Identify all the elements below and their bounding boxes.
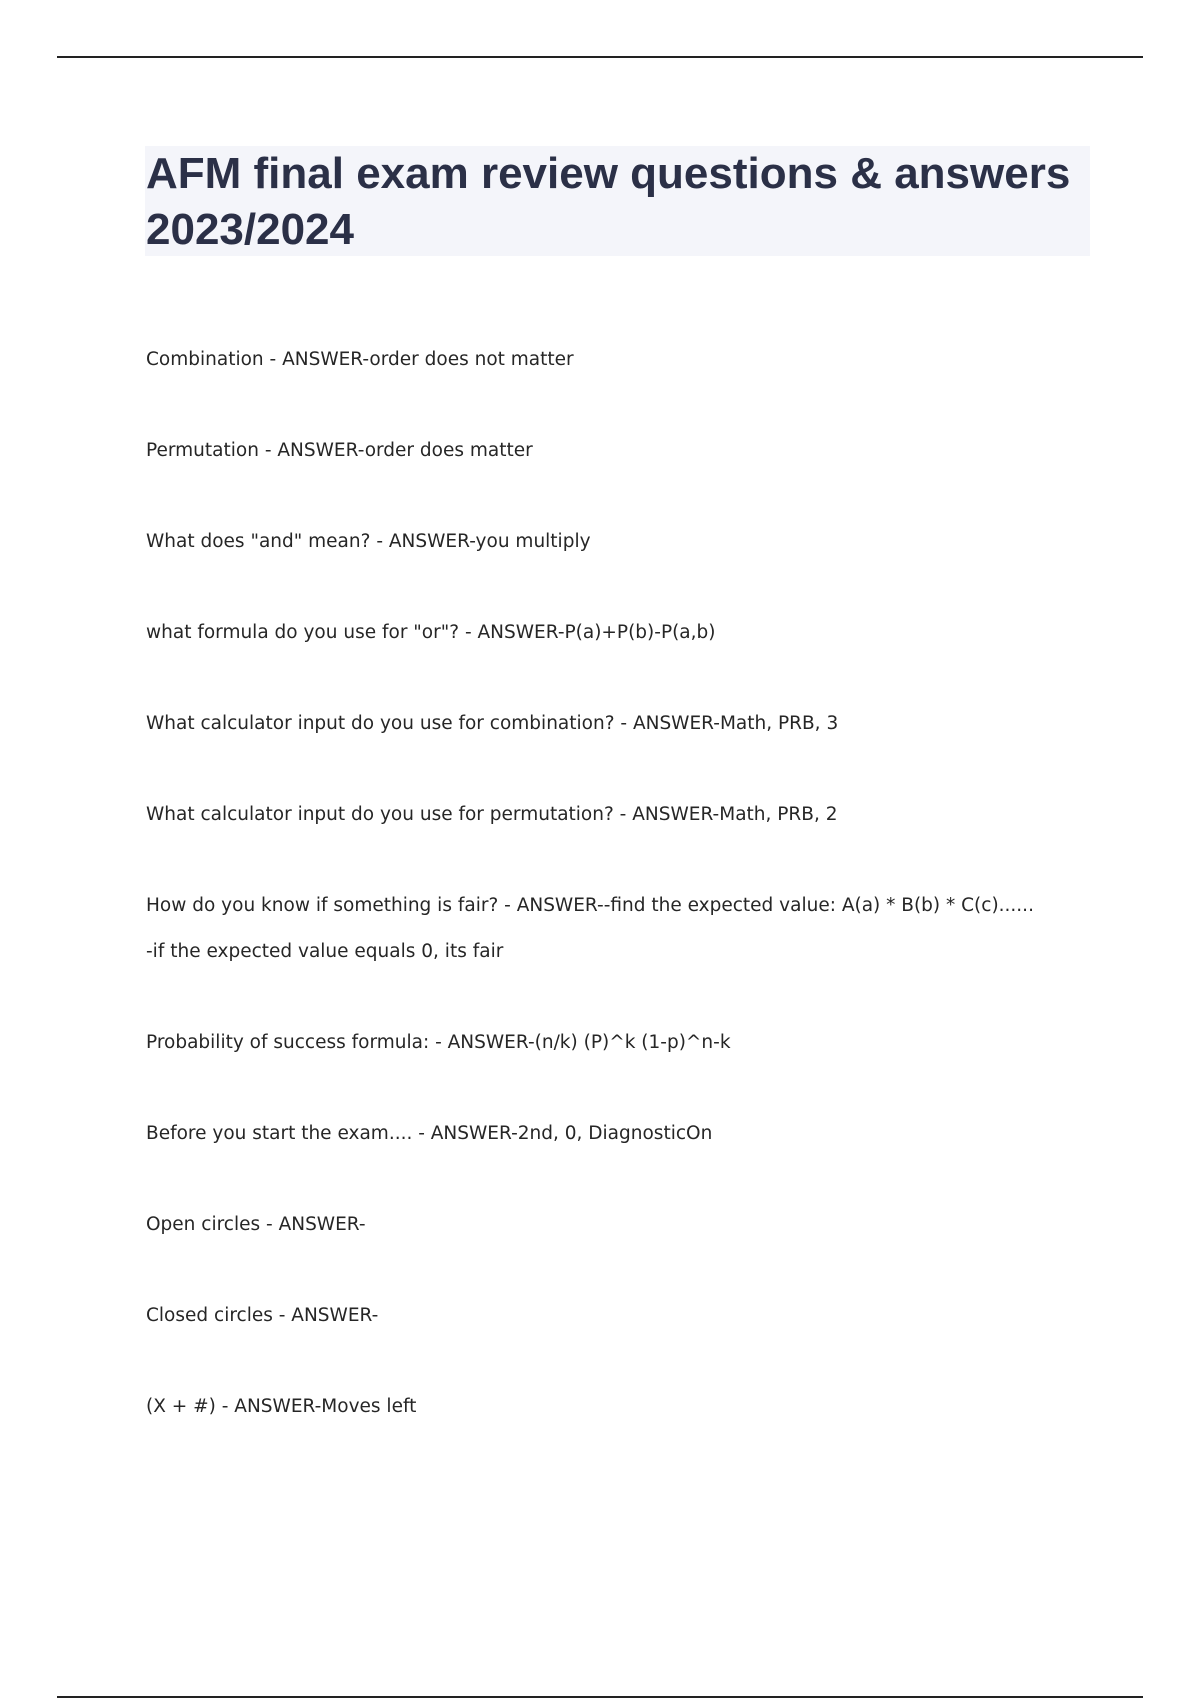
bottom-rule: [57, 1696, 1143, 1698]
qa-entry: Before you start the exam.... - ANSWER-2nd, 0, DiagnosticOn: [146, 1123, 713, 1144]
top-rule: [57, 56, 1143, 58]
qa-entry: Probability of success formula: - ANSWER-(n/k) (P)^k (1-p)^n-k: [146, 1032, 731, 1053]
qa-entry: Open circles - ANSWER-: [146, 1214, 366, 1235]
qa-entry-continuation: -if the expected value equals 0, its fair: [146, 941, 504, 962]
qa-entry: (X + #) - ANSWER-Moves left: [146, 1396, 417, 1417]
page-title: AFM final exam review questions & answers 2023/2024: [146, 149, 1071, 254]
qa-entry: What calculator input do you use for combination? - ANSWER-Math, PRB, 3: [146, 713, 839, 734]
qa-entry: What calculator input do you use for permutation? - ANSWER-Math, PRB, 2: [146, 804, 838, 825]
qa-entry: Combination - ANSWER-order does not matter: [146, 349, 574, 370]
qa-entry: How do you know if something is fair? - ANSWER--find the expected value: A(a) * B(b) * C(c)......: [146, 895, 1034, 916]
qa-entry: Permutation - ANSWER-order does matter: [146, 440, 533, 461]
qa-entry: What does "and" mean? - ANSWER-you multiply: [146, 531, 591, 552]
qa-entry: Closed circles - ANSWER-: [146, 1305, 379, 1326]
qa-entry: what formula do you use for "or"? - ANSWER-P(a)+P(b)-P(a,b): [146, 622, 716, 643]
